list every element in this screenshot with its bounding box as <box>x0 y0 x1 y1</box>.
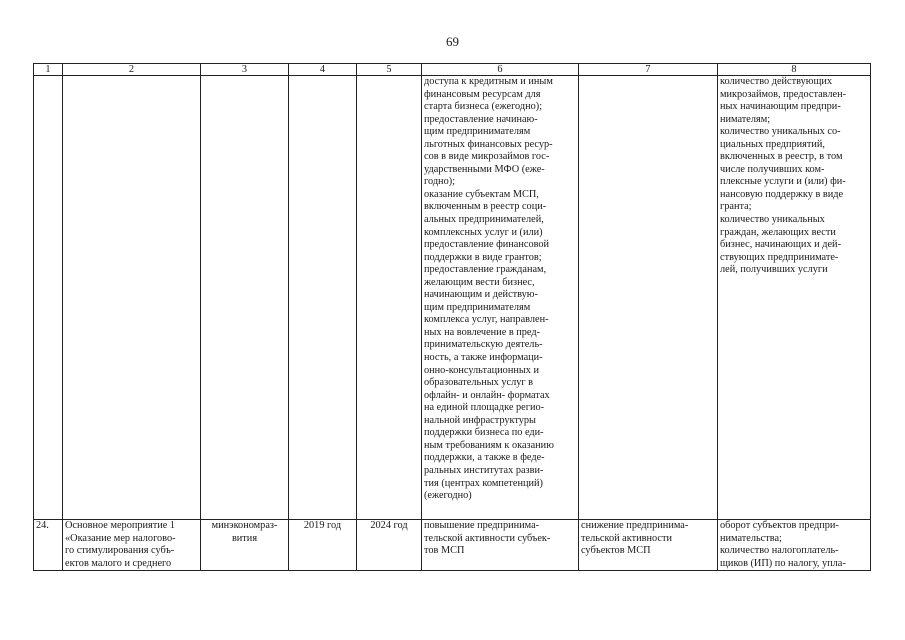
indicators-cell: оборот субъектов предпри- нимательства; количество налогоплатель- щиков (ИП) по налогу, упла- <box>718 520 871 571</box>
expected-result-cell: повышение предпринима- тельской активности субъек- тов МСП <box>422 520 579 571</box>
row-number-cell: 24. <box>34 520 63 571</box>
start-year-cell <box>289 76 357 520</box>
activity-cell: Основное мероприятие 1 «Оказание мер налогово- го стимулирования субъ- ектов малого и среднего <box>63 520 201 571</box>
consequences-cell: снижение предпринима- тельской активности субъектов МСП <box>579 520 718 571</box>
column-number: 1 <box>34 64 63 76</box>
table-row-continued <box>34 76 871 520</box>
executor-cell: минэкономраз- вития <box>201 520 289 571</box>
measures-table <box>33 63 871 571</box>
column-number: 2 <box>63 64 201 76</box>
column-number: 4 <box>289 64 357 76</box>
page-number: 69 <box>446 34 459 49</box>
column-number: 6 <box>422 64 579 76</box>
row-number-cell <box>34 76 63 520</box>
executor-cell <box>201 76 289 520</box>
column-number: 5 <box>357 64 422 76</box>
column-number: 3 <box>201 64 289 76</box>
end-year-cell <box>357 76 422 520</box>
column-number: 7 <box>579 64 718 76</box>
indicators-cell: количество действующих микрозаймов, предоставлен- ных начинающим предпри- нимателям; количество уникальных со- циальных предприятий, включенных в реестр, в том числе получивших ком- плексные услуги и (или) фи- нансовую поддержку в виде гранта; количество уникальных граждан, желающих вести бизнес, начинающих и дей- ствующих предпринимате- лей, получивших услуги <box>718 76 871 520</box>
expected-result-cell: доступа к кредитным и иным финансовым ресурсам для старта бизнеса (ежегодно); предоставление начинаю- щим предпринимателям льготных финансовых ресур- сов в виде микрозаймов гос- ударственными МФО (еже- годно); оказание субъектам МСП, включенным в реестр соци- альных предпринимателей, комплексных услуг и (или) предоставление финансовой поддержки в виде грантов; предоставление гражданам, желающим вести бизнес, начинающим и действую- щим предпринимателям комплекса услуг, направлен- ных на вовлечение в пред- принимательскую деятель- ность, а также информаци- онно-консультационных и образовательных услуг в офлайн- и онлайн- форматах на единой площадке регио- нальной инфраструктуры поддержки бизнеса по еди- ным требованиям к оказанию поддержки, а также в феде- ральных институтах разви- тия (центрах компетенций) (ежегодно) <box>422 76 579 520</box>
consequences-cell <box>579 76 718 520</box>
start-year-cell: 2019 год <box>289 520 357 571</box>
end-year-cell: 2024 год <box>357 520 422 571</box>
column-number-row <box>34 64 871 76</box>
activity-cell <box>63 76 201 520</box>
table-row-24 <box>34 520 871 571</box>
column-number: 8 <box>718 64 871 76</box>
